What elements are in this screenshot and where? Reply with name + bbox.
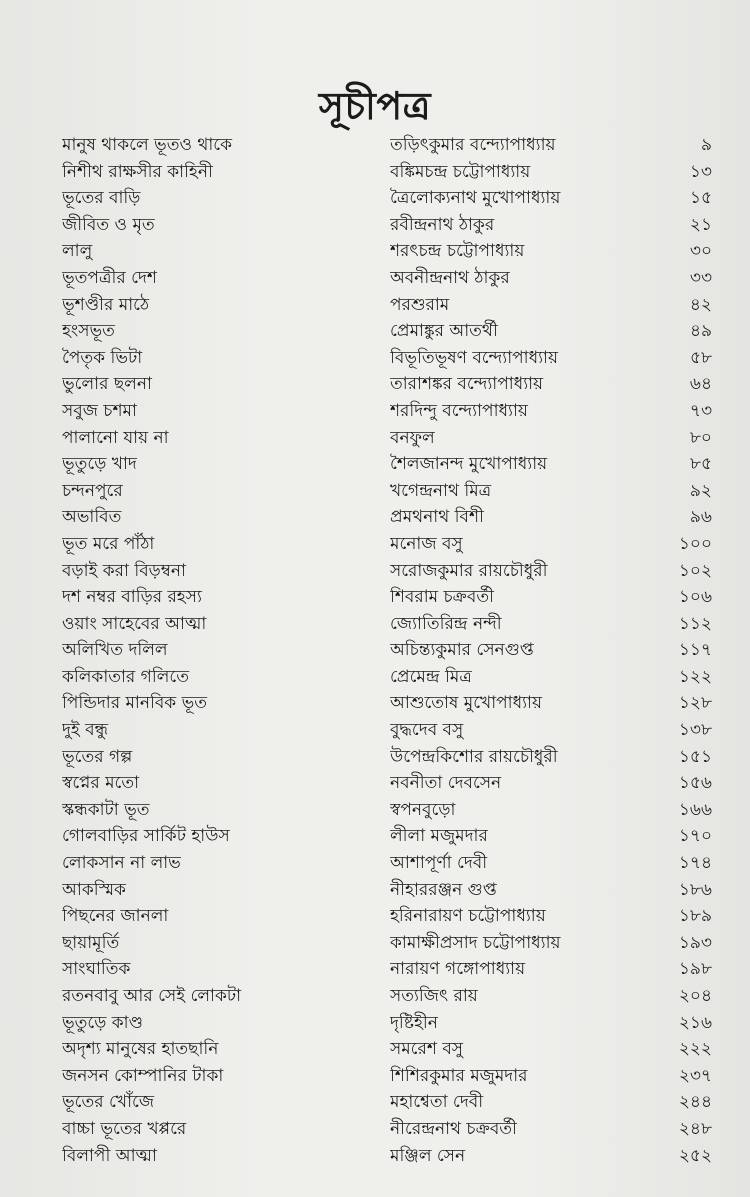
toc-row: [62, 611, 712, 638]
toc-row: [62, 185, 712, 212]
page-number: ২১: [689, 214, 712, 235]
story-title: ভূতের খোঁজে: [62, 1092, 155, 1113]
toc-row: [62, 159, 712, 186]
author-name: জ্যোতিরিন্দ্র নন্দী: [390, 613, 502, 634]
page-number: ১৩৮: [678, 720, 712, 741]
toc-row: [62, 744, 712, 771]
page-number: ১৮৯: [678, 906, 712, 927]
story-title: দুই বন্ধু: [62, 720, 109, 741]
author-name: বনফুল: [390, 427, 435, 448]
author-name: শরদিন্দু বন্দ্যোপাধ্যায়: [390, 400, 528, 421]
toc-row: [62, 238, 712, 265]
author-name: শৈলজানন্দ মুখোপাধ্যায়: [390, 454, 548, 475]
toc-row: [62, 425, 712, 452]
author-name: নীরেন্দ্রনাথ চক্রবর্তী: [390, 1118, 517, 1139]
story-title: স্বপ্নের মতো: [62, 773, 140, 794]
toc-row: [62, 345, 712, 372]
page-number: ১৫৬: [678, 773, 712, 794]
toc-row: [62, 1116, 712, 1143]
page-number: ১১৭: [678, 640, 712, 661]
story-title: লালু: [62, 241, 93, 262]
page-number: ২৪৮: [678, 1118, 712, 1139]
author-name: পরশুরাম: [390, 294, 450, 315]
page-number: ২৩৭: [678, 1065, 712, 1086]
page-number: ৬৪: [689, 374, 712, 395]
author-name: বঙ্কিমচন্দ্র চট্টোপাধ্যায়: [390, 161, 531, 182]
toc-row: [62, 558, 712, 585]
toc-row: [62, 265, 712, 292]
author-name: নীহাররঞ্জন গুপ্ত: [390, 879, 497, 900]
story-title: গোলবাড়ির সার্কিট হাউস: [62, 826, 230, 847]
story-title: ভূতের গল্প: [62, 746, 133, 767]
story-title: ভূতুড়ে খাদ: [62, 454, 137, 475]
author-name: মহাশ্বেতা দেবী: [390, 1092, 484, 1113]
author-name: আশাপূর্ণা দেবী: [390, 853, 488, 874]
page-number: ১৩: [689, 161, 712, 182]
story-title: সবুজ চশমা: [62, 400, 137, 421]
author-name: প্রমথনাথ বিশী: [390, 507, 484, 528]
author-name: নবনীতা দেবসেন: [390, 773, 502, 794]
story-title: ওয়াং সাহেবের আত্মা: [62, 613, 207, 634]
page-number: ১২৮: [678, 693, 712, 714]
story-title: স্কন্ধকাটা ভূত: [62, 799, 150, 820]
page-number: ১১২: [678, 613, 712, 634]
toc-row: [62, 1036, 712, 1063]
author-name: ত্রৈলোক্যনাথ মুখোপাধ্যায়: [390, 188, 561, 209]
toc-row: [62, 983, 712, 1010]
page-number: ১৯৮: [678, 959, 712, 980]
page-number: ১৫১: [678, 746, 712, 767]
toc-row: [62, 637, 712, 664]
toc-row: [62, 451, 712, 478]
author-name: উপেন্দ্রকিশোর রায়চৌধুরী: [390, 746, 558, 767]
page-number: ৯: [700, 135, 712, 155]
story-title: ছায়ামূর্তি: [62, 932, 120, 953]
author-name: মঞ্জিল সেন: [390, 1145, 466, 1166]
story-title: অদৃশ্য মানুষের হাতছানি: [62, 1039, 219, 1060]
story-title: পিন্ডিদার মানবিক ভূত: [62, 693, 208, 714]
toc-row: [62, 292, 712, 319]
page-number: ১৬৬: [678, 799, 712, 820]
story-title: আকস্মিক: [62, 879, 126, 900]
author-name: কামাক্ষীপ্রসাদ চট্টোপাধ্যায়: [390, 932, 561, 953]
story-title: পিছনের জানলা: [62, 906, 169, 927]
toc-row: [62, 930, 712, 957]
toc-row: [62, 850, 712, 877]
page-number: ১৭৪: [678, 853, 712, 874]
page-number: ৮০: [689, 427, 712, 448]
story-title: বিলাপী আত্মা: [62, 1145, 157, 1166]
page-number: ১৭০: [678, 826, 712, 847]
toc-row: [62, 371, 712, 398]
toc-row: [62, 531, 712, 558]
page-number: ১৫: [689, 188, 712, 209]
page-number: ২৪৪: [678, 1092, 712, 1113]
author-name: বিভূতিভূষণ বন্দ্যোপাধ্যায়: [390, 347, 558, 368]
toc-row: [62, 132, 712, 159]
page-number: ৯২: [689, 480, 712, 501]
page-number: ৭৩: [689, 400, 712, 421]
story-title: রতনবাবু আর সেই লোকটা: [62, 986, 242, 1006]
story-title: জীবিত ও মৃত: [62, 214, 155, 235]
author-name: অবনীন্দ্রনাথ ঠাকুর: [390, 267, 510, 288]
table-of-contents: [62, 132, 712, 1169]
page-number: ২১৬: [678, 1012, 712, 1033]
page-number: ৪৯: [689, 321, 712, 342]
toc-row: [62, 504, 712, 531]
author-name: শরৎচন্দ্র চট্টোপাধ্যায়: [390, 241, 525, 262]
story-title: বাচ্চা ভূতের খপ্পরে: [62, 1118, 187, 1139]
story-title: ভূতের বাড়ি: [62, 188, 141, 209]
story-title: মানুষ থাকলে ভূতও থাকে: [62, 135, 233, 155]
toc-row: [62, 478, 712, 505]
story-title: পৈতৃক ভিটা: [62, 347, 143, 368]
story-title: ভূত মরে পাঁঠা: [62, 533, 155, 554]
story-title: লোকসান না লাভ: [62, 853, 181, 874]
author-name: স্বপনবুড়ো: [390, 799, 456, 820]
author-name: তড়িৎকুমার বন্দ্যোপাধ্যায়: [390, 135, 556, 155]
author-name: শিশিরকুমার মজুমদার: [390, 1065, 528, 1086]
toc-row: [62, 584, 712, 611]
toc-row: [62, 212, 712, 239]
toc-row: [62, 690, 712, 717]
page-number: ৮৫: [689, 454, 712, 475]
toc-row: [62, 664, 712, 691]
toc-row: [62, 877, 712, 904]
toc-row: [62, 1089, 712, 1116]
author-name: শিবরাম চক্রবর্তী: [390, 587, 494, 608]
story-title: দশ নম্বর বাড়ির রহস্য: [62, 587, 202, 608]
story-title: সাংঘাতিক: [62, 959, 131, 980]
toc-row: [62, 956, 712, 983]
author-name: দৃষ্টিহীন: [390, 1012, 438, 1033]
story-title: ভূতপত্রীর দেশ: [62, 267, 157, 288]
story-title: পালানো যায় না: [62, 427, 169, 448]
page-number: ৯৬: [689, 507, 712, 528]
story-title: বড়াই করা বিড়ম্বনা: [62, 560, 186, 581]
author-name: অচিন্ত্যকুমার সেনগুপ্ত: [390, 640, 534, 661]
toc-row: [62, 318, 712, 345]
page-number: ১৮৬: [678, 879, 712, 900]
story-title: কলিকাতার গলিতে: [62, 666, 189, 687]
page-number: ৪২: [689, 294, 712, 315]
toc-row: [62, 797, 712, 824]
author-name: সমরেশ বসু: [390, 1039, 464, 1060]
page-number: ২০৪: [678, 986, 712, 1006]
story-title: চন্দনপুরে: [62, 480, 123, 501]
toc-row: [62, 823, 712, 850]
author-name: মনোজ বসু: [390, 533, 463, 554]
page-number: ২৫২: [678, 1145, 712, 1166]
toc-row: [62, 903, 712, 930]
author-name: হরিনারায়ণ চট্টোপাধ্যায়: [390, 906, 546, 927]
page-number: ১৯৩: [678, 932, 712, 953]
author-name: নারায়ণ গঙ্গোপাধ্যায়: [390, 959, 526, 980]
author-name: রবীন্দ্রনাথ ঠাকুর: [390, 214, 495, 235]
toc-row: [62, 717, 712, 744]
story-title: হংসভূত: [62, 321, 115, 342]
toc-row: [62, 1143, 712, 1170]
toc-row: [62, 1063, 712, 1090]
author-name: আশুতোষ মুখোপাধ্যায়: [390, 693, 542, 714]
toc-row: [62, 1010, 712, 1037]
author-name: সরোজকুমার রায়চৌধুরী: [390, 560, 548, 581]
author-name: প্রেমেন্দ্র মিত্র: [390, 666, 472, 687]
page-title: সূচীপত্র: [318, 84, 432, 129]
story-title: ভুলোর ছলনা: [62, 374, 152, 395]
story-title: ভূশণ্ডীর মাঠে: [62, 294, 150, 315]
author-name: প্রেমাঙ্কুর আতর্থী: [390, 321, 498, 342]
page-number: ১২২: [678, 666, 712, 687]
page-number: ১০২: [678, 560, 712, 581]
story-title: অলিখিত দলিল: [62, 640, 168, 661]
page-number: ১০৬: [678, 587, 712, 608]
author-name: সত্যজিৎ রায়: [390, 986, 478, 1006]
author-name: বুদ্ধদেব বসু: [390, 720, 464, 741]
author-name: খগেন্দ্রনাথ মিত্র: [390, 480, 492, 501]
page-number: ১০০: [678, 533, 712, 554]
toc-row: [62, 770, 712, 797]
toc-row: [62, 398, 712, 425]
story-title: অভাবিত: [62, 507, 122, 528]
story-title: ভূতুড়ে কাণ্ড: [62, 1012, 144, 1033]
author-name: লীলা মজুমদার: [390, 826, 488, 847]
author-name: তারাশঙ্কর বন্দ্যোপাধ্যায়: [390, 374, 544, 395]
page-number: ৩০: [689, 241, 712, 262]
story-title: জনসন কোম্পানির টাকা: [62, 1065, 224, 1086]
page-number: ৫৮: [689, 347, 712, 368]
story-title: নিশীথ রাক্ষসীর কাহিনী: [62, 161, 213, 182]
page-number: ৩৩: [689, 267, 712, 288]
page-number: ২২২: [678, 1039, 712, 1060]
